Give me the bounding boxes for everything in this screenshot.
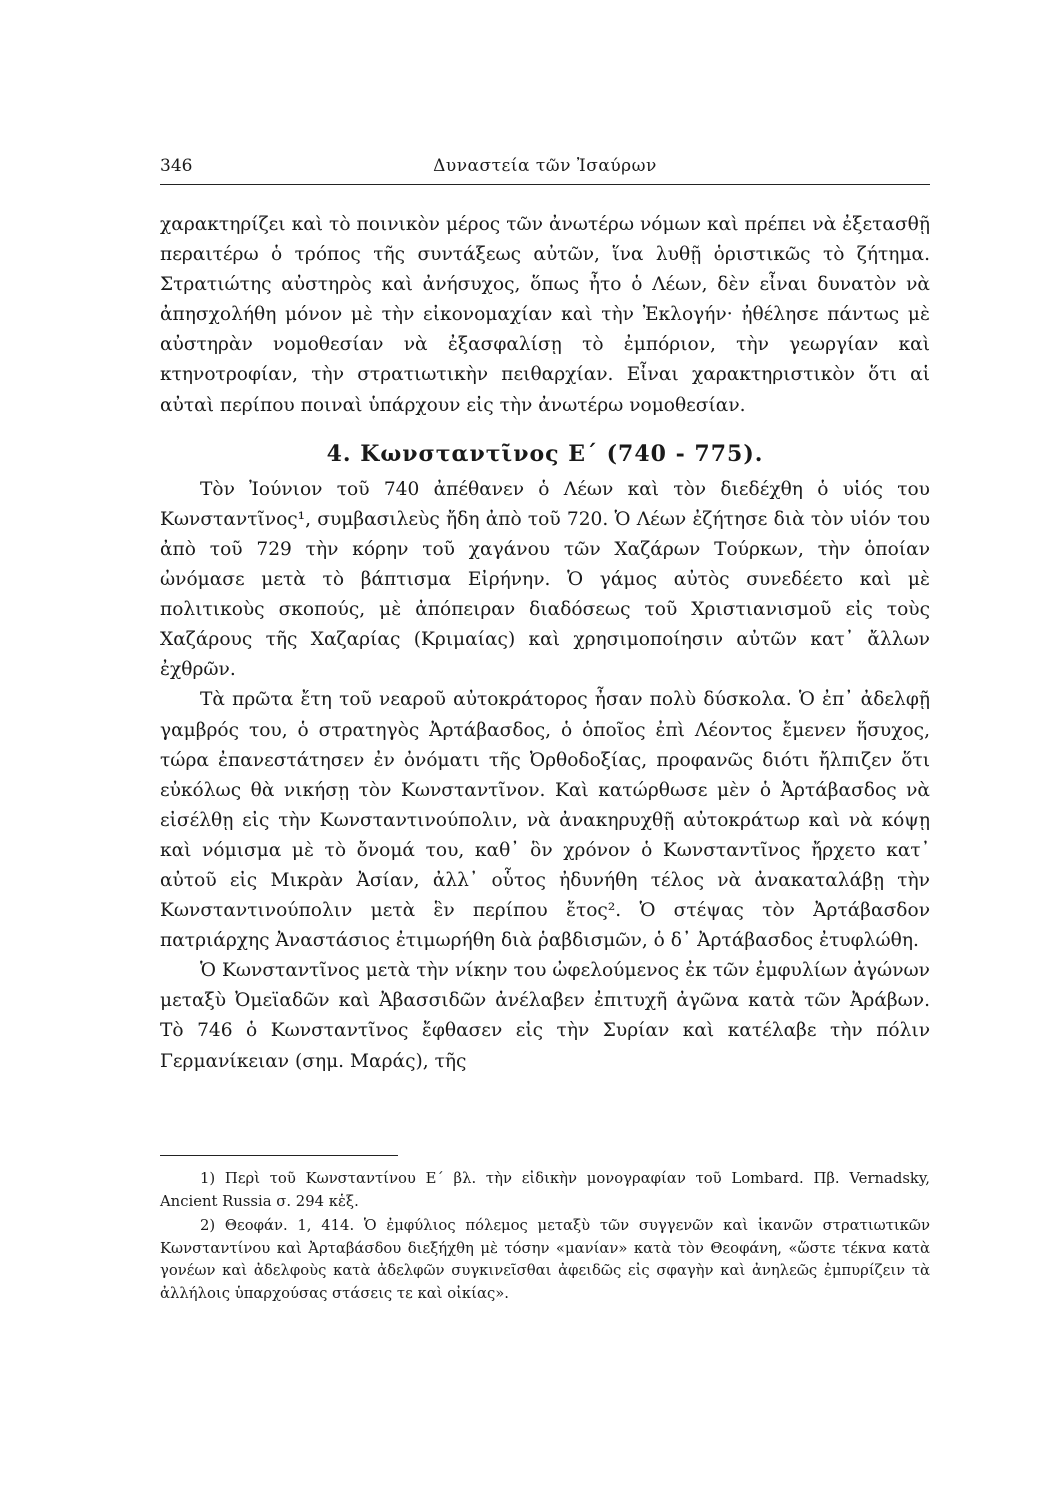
main-text <box>160 210 930 1077</box>
paragraph-4: Ὁ Κωνσταντῖνος μετὰ τὴν νίκην του ὠφελούμενος ἐκ τῶν ἐμφυλίων ἀγώνων μεταξὺ Ὀμεϊαδῶν καὶ Ἀβασσιδῶν ἀνέλαβεν ἐπιτυχῆ ἀγῶνα κατὰ τῶν Ἀράβων. Τὸ 746 ὁ Κωνσταντῖνος ἔφθασεν εἰς τὴν Συρίαν καὶ κατέλαβε τὴν πόλιν Γερμανίκειαν (σημ. Μαράς), τῆς <box>160 960 930 1072</box>
header-rule <box>160 184 930 185</box>
paragraph-2: Τὸν Ἰούνιον τοῦ 740 ἀπέθανεν ὁ Λέων καὶ τὸν διεδέχθη ὁ υἱός του Κωνσταντῖνος¹, συμβασιλεὺς ἤδη ἀπὸ τοῦ 720. Ὁ Λέων ἐζήτησε διὰ τὸν υἱόν του ἀπὸ τοῦ 729 τὴν κόρην τοῦ χαγάνου τῶν Χαζάρων Τούρκων, τὴν ὁποίαν ὠνόμασε μετὰ τὸ βάπτισμα Εἰρήνην. Ὁ γάμος αὐτὸς συνεδέετο καὶ μὲ πολιτικοὺς σκοπούς, μὲ ἀπόπειραν διαδόσεως τοῦ Χριστιανισμοῦ εἰς τοὺς Χαζάρους τῆς Χαζαρίας (Κριμαίας) καὶ χρησιμοποίησιν αὐτῶν κατ᾿ ἄλλων ἐχθρῶν. <box>160 478 930 681</box>
footnotes <box>160 1168 930 1308</box>
footnote-2: 2) Θεοφάν. 1, 414. Ὁ ἐμφύλιος πόλεμος μεταξὺ τῶν συγγενῶν καὶ ἱκανῶν στρατιωτικῶν Κωνσταντίνου καὶ Ἀρταβάσδου διεξήχθη μὲ τόσην «μανίαν» κατὰ τὸν Θεοφάνη, «ὥστε τέκνα κατὰ γονέων καὶ ἀδελφοὺς κατὰ ἀδελφῶν συγκινεῖσθαι ἀφειδῶς εἰς σφαγὴν καὶ ἀνηλεῶς ἐμπυρίζειν τὰ ἀλλήλοις ὑπαρχούσας στάσεις τε καὶ οἰκίας». <box>160 1217 930 1302</box>
footnote-1: 1) Περὶ τοῦ Κωνσταντίνου Ε΄ βλ. τὴν εἰδικὴν μονογραφίαν τοῦ Lombard. Πβ. Vernadsky, Ancient Russia σ. 294 κἑξ. <box>160 1170 930 1210</box>
section-heading: 4. Κωνσταντῖνος Ε΄ (740 - 775). <box>326 440 764 467</box>
page-number: 346 <box>160 156 193 176</box>
paragraph-1: χαρακτηρίζει καὶ τὸ ποινικὸν μέρος τῶν ἀνωτέρω νόμων καὶ πρέπει νὰ ἐξετασθῇ περαιτέρω ὁ τρόπος τῆς συντάξεως αὐτῶν, ἵνα λυθῇ ὁριστικῶς τὸ ζήτημα. Στρατιώτης αὐστηρὸς καὶ ἀνήσυχος, ὅπως ἦτο ὁ Λέων, δὲν εἶναι δυνατὸν νὰ ἀπησχολήθη μόνον μὲ τὴν εἰκονομαχίαν καὶ τὴν Ἐκλογήν· ἠθέλησε πάντως μὲ αὐστηρὰν νομοθεσίαν νὰ ἐξασφαλίσῃ τὸ ἐμπόριον, τὴν γεωργίαν καὶ κτηνοτροφίαν, τὴν στρατιωτικὴν πειθαρχίαν. Εἶναι χαρακτηριστικὸν ὅτι αἱ αὐταὶ περίπου ποιναὶ ὑπάρχουν εἰς τὴν ἀνωτέρω νομοθεσίαν. <box>160 214 930 416</box>
running-title: Δυναστεία τῶν Ἰσαύρων <box>433 156 657 176</box>
page-header <box>160 156 930 180</box>
footnote-rule <box>160 1155 398 1156</box>
paragraph-3: Τὰ πρῶτα ἔτη τοῦ νεαροῦ αὐτοκράτορος ἦσαν πολὺ δύσκολα. Ὁ ἐπ᾿ ἀδελφῇ γαμβρός του, ὁ στρατηγὸς Ἀρτάβασδος, ὁ ὁποῖος ἐπὶ Λέοντος ἔμενεν ἥσυχος, τώρα ἐπανεστάτησεν ἐν ὀνόματι τῆς Ὀρθοδοξίας, προφανῶς διότι ἤλπιζεν ὅτι εὐκόλως θὰ νικήσῃ τὸν Κωνσταντῖνον. Καὶ κατώρθωσε μὲν ὁ Ἀρτάβασδος νὰ εἰσέλθῃ εἰς τὴν Κωνσταντινούπολιν, νὰ ἀνακηρυχθῇ αὐτοκράτωρ καὶ νὰ κόψῃ καὶ νόμισμα μὲ τὸ ὄνομά του, καθ᾿ ὃν χρόνον ὁ Κωνσταντῖνος ἤρχετο κατ᾿ αὐτοῦ εἰς Μικρὰν Ἀσίαν, ἀλλ᾿ οὗτος ἠδυνήθη τέλος νὰ ἀνακαταλάβῃ τὴν Κωνσταντινούπολιν μετὰ ἓν περίπου ἔτος². Ὁ στέψας τὸν Ἀρτάβασδον πατριάρχης Ἀναστάσιος ἐτιμωρήθη διὰ ῥαβδισμῶν, ὁ δ᾿ Ἀρτάβασδος ἐτυφλώθη. <box>160 689 930 952</box>
